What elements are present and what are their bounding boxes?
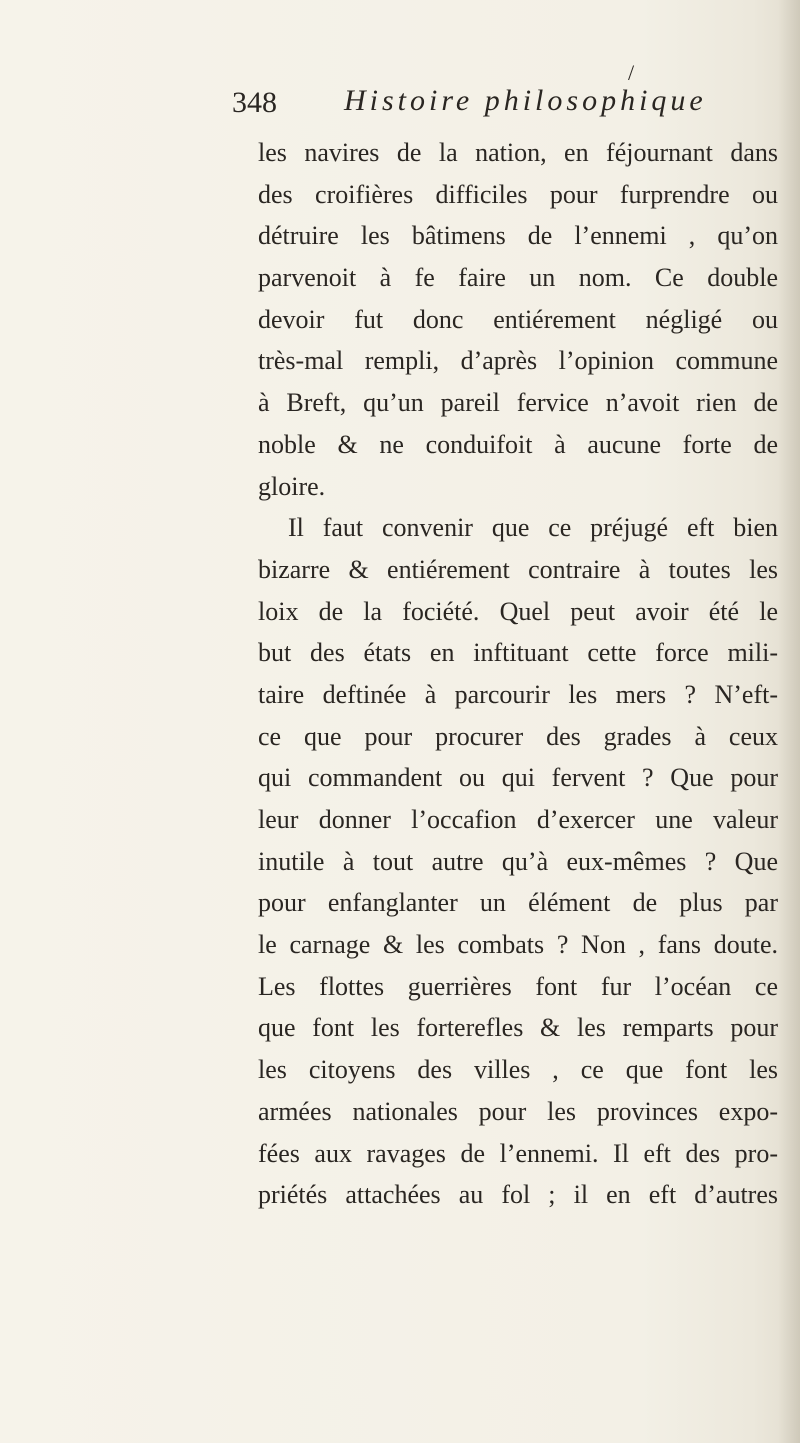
text-line: qui commandent ou qui fervent ? Que pour [258,763,778,793]
text-line: le carnage & les combats ? Non , fans doute. [258,930,778,960]
text-line: Les flottes guerrières font fur l’océan ce [258,971,778,1001]
text-line: Il faut convenir que ce préjugé eft bien [288,513,778,543]
text-line: parvenoit à fe faire un nom. Ce double [258,263,778,293]
text-line: ce que pour procurer des grades à ceux [258,721,778,751]
page-header [232,60,752,128]
text-line: loix de la fociété. Quel peut avoir été le [258,596,778,626]
text-line: fées aux ravages de l’ennemi. Il eft des pro- [258,1138,778,1168]
text-line: détruire les bâtimens de l’ennemi , qu’on [258,221,778,251]
header-accent-mark: / [628,60,635,85]
body-text [258,132,778,1216]
text-line: gloire. [258,471,326,501]
text-line: des croifières difficiles pour furprendre ou [258,179,778,209]
text-line: priétés attachées au fol ; il en eft d’autres [258,1180,778,1210]
text-line: inutile à tout autre qu’à eux-mêmes ? Que [258,846,778,876]
page-edge-shadow [778,0,800,1443]
text-line: très-mal rempli, d’après l’opinion commune [258,346,778,376]
text-line: pour enfanglanter un élément de plus par [258,888,778,918]
running-title: Histoire philosophique [344,84,707,117]
text-line: noble & ne conduifoit à aucune forte de [258,429,778,459]
text-line: armées nationales pour les provinces expo- [258,1096,778,1126]
text-line: les navires de la nation, en féjournant dans [258,138,778,167]
text-line: que font les forterefles & les remparts pour [258,1013,778,1043]
text-line: bizarre & entiérement contraire à toutes les [258,554,778,584]
text-line: à Breft, qu’un pareil fervice n’avoit rien de [258,388,778,418]
page-number: 348 [232,86,277,119]
text-line: leur donner l’occafion d’exercer une valeur [258,805,778,834]
text-line: taire deftinée à parcourir les mers ? N’eft- [258,679,778,709]
text-line: but des états en inftituant cette force mili- [258,638,778,668]
text-line: les citoyens des villes , ce que font les [258,1055,778,1085]
text-line: devoir fut donc entiérement négligé ou [258,304,778,334]
